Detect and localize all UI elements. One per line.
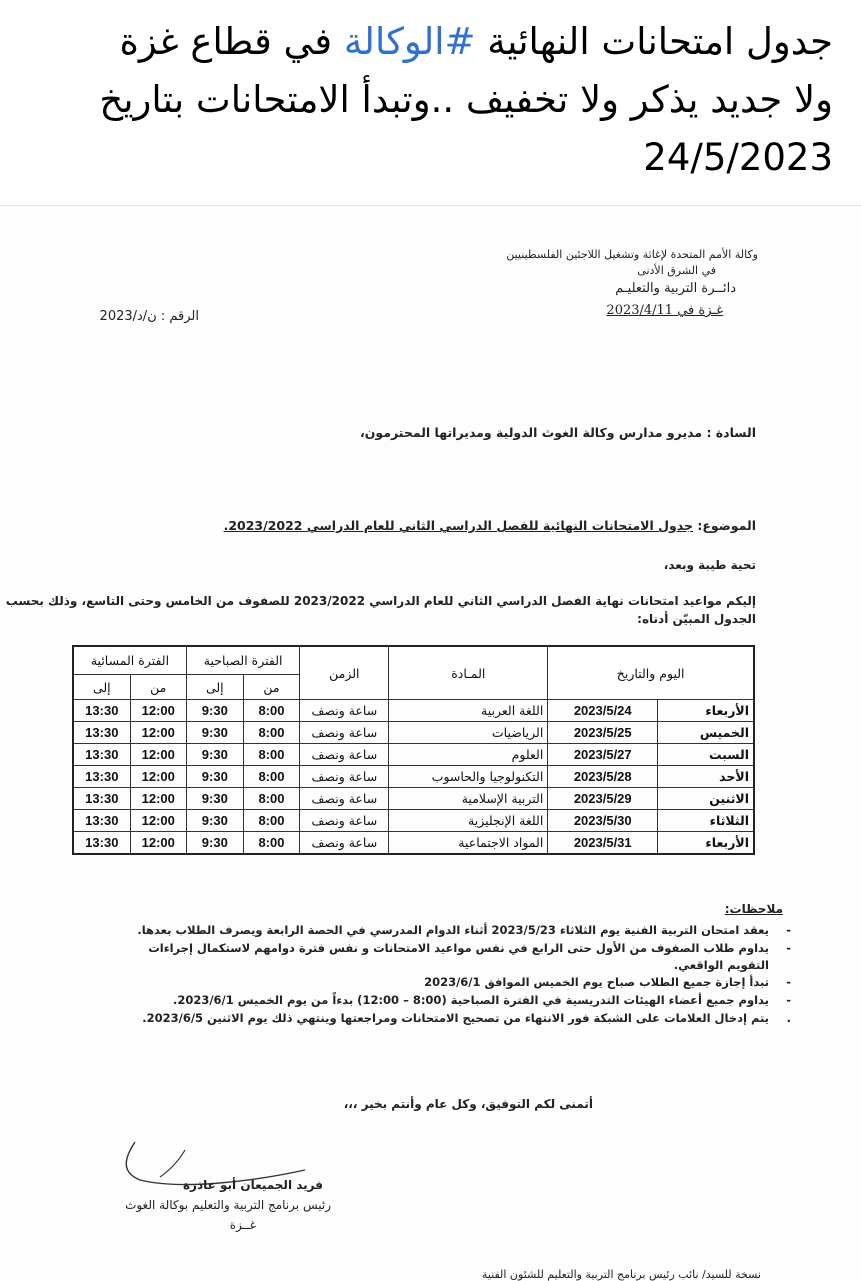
morning-from: 8:00 — [243, 832, 300, 855]
department-name: دائــرة التربية والتعليـم — [615, 281, 736, 296]
evening-to: 13:30 — [73, 766, 130, 788]
subject-label: الموضوع: — [697, 518, 756, 533]
table-day: الأحد — [658, 766, 754, 788]
header-subject: المـادة — [389, 646, 548, 700]
note-item — [119, 974, 791, 991]
note-text: تبدأ إجازة جميع الطلاب صباح يوم الخميس الموافق 2023/6/1 — [424, 975, 769, 989]
table-row — [73, 810, 754, 832]
morning-from: 8:00 — [243, 700, 300, 722]
table-duration: ساعة ونصف — [300, 744, 389, 766]
morning-to: 9:30 — [186, 832, 243, 855]
footer-copy: نسخة للسيد/ نائب رئيس برنامج التربية والتعليم للشئون الفنية — [481, 1268, 761, 1281]
table-row — [73, 766, 754, 788]
signatory-place: غــزة — [229, 1218, 256, 1232]
bullet-icon: - — [786, 975, 791, 989]
header-date: 24/5/2023 — [643, 136, 833, 179]
table-duration: ساعة ونصف — [300, 700, 389, 722]
post-header — [0, 0, 861, 205]
morning-to: 9:30 — [186, 744, 243, 766]
table-duration: ساعة ونصف — [300, 788, 389, 810]
morning-from: 8:00 — [243, 788, 300, 810]
intro-line-2: الجدول المبيّن أدناه: — [637, 612, 756, 626]
morning-from: 8:00 — [243, 744, 300, 766]
evening-from: 12:00 — [130, 832, 186, 855]
header-morning: الفترة الصباحية — [186, 646, 299, 675]
note-text: يعقد امتحان التربية الفنية يوم الثلاثاء 2023/5/23 أثناء الدوام المدرسي في الحصة الرابعة ويصرف الطلاب بعدها. — [137, 923, 769, 937]
table-date: 2023/5/24 — [548, 700, 658, 722]
header-evening: الفترة المسائية — [73, 646, 186, 675]
evening-from: 12:00 — [130, 744, 186, 766]
org-name: وكالة الأمم المتحدة لإغاثة وتشغيل اللاجئين الفلسطينيين — [506, 248, 758, 261]
header-duration: الزمن — [300, 646, 389, 700]
header-line-1 — [119, 14, 833, 70]
evening-to: 13:30 — [73, 832, 130, 855]
table-day: الخميس — [658, 722, 754, 744]
evening-from: 12:00 — [130, 788, 186, 810]
table-subject: اللغة العربية — [389, 700, 548, 722]
table-subject: الرياضيات — [389, 722, 548, 744]
morning-to: 9:30 — [186, 700, 243, 722]
table-duration: ساعة ونصف — [300, 810, 389, 832]
morning-to: 9:30 — [186, 722, 243, 744]
table-row — [73, 700, 754, 722]
notes-title: ملاحظات: — [724, 902, 783, 916]
reference-number: الرقم : ن/د/2023 — [99, 309, 199, 324]
evening-from: 12:00 — [130, 700, 186, 722]
subject-text: جدول الامتحانات النهائية للفصل الدراسي الثاني للعام الدراسي 2023/2022. — [223, 518, 693, 533]
table-row — [73, 788, 754, 810]
table-row — [73, 722, 754, 744]
org-region: في الشرق الأدنى — [637, 264, 716, 277]
place-date: غـزة في 2023/4/11 — [606, 303, 723, 318]
table-date: 2023/5/28 — [548, 766, 658, 788]
morning-from: 8:00 — [243, 766, 300, 788]
table-duration: ساعة ونصف — [300, 766, 389, 788]
table-day: الأربعاء — [658, 832, 754, 855]
table-day: السبت — [658, 744, 754, 766]
intro-line-1: إليكم مواعيد امتحانات نهاية الفصل الدراسي الثاني للعام الدراسي 2023/2022 للصفوف من الخامس وحتى التاسع، وذلك بحسب — [5, 594, 756, 608]
header-day-date: اليوم والتاريخ — [548, 646, 754, 700]
bullet-icon: - — [786, 923, 791, 937]
table-row — [73, 832, 754, 855]
note-item — [119, 922, 791, 939]
note-text: يداوم جميع أعضاء الهيئات التدريسية في الفترة الصباحية (8:00 – 12:00) بدءاً من يوم الخميس 2023/6/1. — [172, 993, 769, 1007]
header-from: من — [243, 675, 300, 700]
morning-from: 8:00 — [243, 722, 300, 744]
header-from: من — [130, 675, 186, 700]
signatory-title: رئيس برنامج التربية والتعليم بوكالة الغوث — [125, 1198, 331, 1212]
table-subject: اللغة الإنجليزية — [389, 810, 548, 832]
schedule-rows — [73, 700, 754, 855]
addressee: السادة : مديرو مدارس وكالة الغوث الدولية ومديراتها المحترمون، — [359, 425, 756, 440]
morning-from: 8:00 — [243, 810, 300, 832]
evening-to: 13:30 — [73, 788, 130, 810]
morning-to: 9:30 — [186, 766, 243, 788]
note-text: يداوم طلاب الصفوف من الأول حتى الرابع في نفس مواعيد الامتحانات و نفس فترة دوامهم لاستكمال إجراءات التقويم الواقعي. — [148, 941, 769, 972]
evening-from: 12:00 — [130, 810, 186, 832]
note-item — [119, 1010, 791, 1027]
table-subject: المواد الاجتماعية — [389, 832, 548, 855]
greeting: تحية طيبة وبعد، — [663, 558, 756, 572]
header-text: جدول امتحانات النهائية — [475, 20, 833, 63]
bullet-icon: - — [786, 993, 791, 1007]
table-day: الأربعاء — [658, 700, 754, 722]
table-day: الثلاثاء — [658, 810, 754, 832]
table-date: 2023/5/30 — [548, 810, 658, 832]
table-date: 2023/5/31 — [548, 832, 658, 855]
header-line-2: ولا جديد يذكر ولا تخفيف ..وتبدأ الامتحانات بتاريخ — [99, 78, 833, 121]
table-subject: العلوم — [389, 744, 548, 766]
table-date: 2023/5/27 — [548, 744, 658, 766]
evening-from: 12:00 — [130, 722, 186, 744]
table-subject: التكنولوجيا والحاسوب — [389, 766, 548, 788]
table-date: 2023/5/29 — [548, 788, 658, 810]
table-subject: التربية الإسلامية — [389, 788, 548, 810]
morning-to: 9:30 — [186, 810, 243, 832]
header-to: إلى — [186, 675, 243, 700]
evening-from: 12:00 — [130, 766, 186, 788]
bullet-icon: - — [786, 941, 791, 955]
closing-line: أتمنى لكم التوفيق، وكل عام وأنتم بخير ،،، — [343, 1097, 593, 1111]
exam-schedule-table — [72, 645, 755, 855]
header-text: في قطاع غزة — [119, 20, 344, 63]
morning-to: 9:30 — [186, 788, 243, 810]
subject-line — [224, 518, 756, 533]
hashtag-link[interactable]: #الوكالة — [343, 20, 476, 63]
table-date: 2023/5/25 — [548, 722, 658, 744]
table-row — [73, 744, 754, 766]
table-duration: ساعة ونصف — [300, 722, 389, 744]
signatory-name: فريد الجميعان أبو عاذرة — [182, 1178, 323, 1192]
evening-to: 13:30 — [73, 700, 130, 722]
bullet-icon: . — [786, 1011, 791, 1025]
table-duration: ساعة ونصف — [300, 832, 389, 855]
table-day: الاثنين — [658, 788, 754, 810]
header-to: إلى — [73, 675, 130, 700]
note-item — [119, 992, 791, 1009]
evening-to: 13:30 — [73, 810, 130, 832]
notes-section — [89, 902, 791, 1042]
note-item — [119, 940, 791, 974]
evening-to: 13:30 — [73, 744, 130, 766]
note-text: يتم إدخال العلامات على الشبكة فور الانتهاء من تصحيح الامتحانات ومراجعتها وينتهي ذلك يوم الاثنين 2023/6/5. — [142, 1011, 769, 1025]
evening-to: 13:30 — [73, 722, 130, 744]
